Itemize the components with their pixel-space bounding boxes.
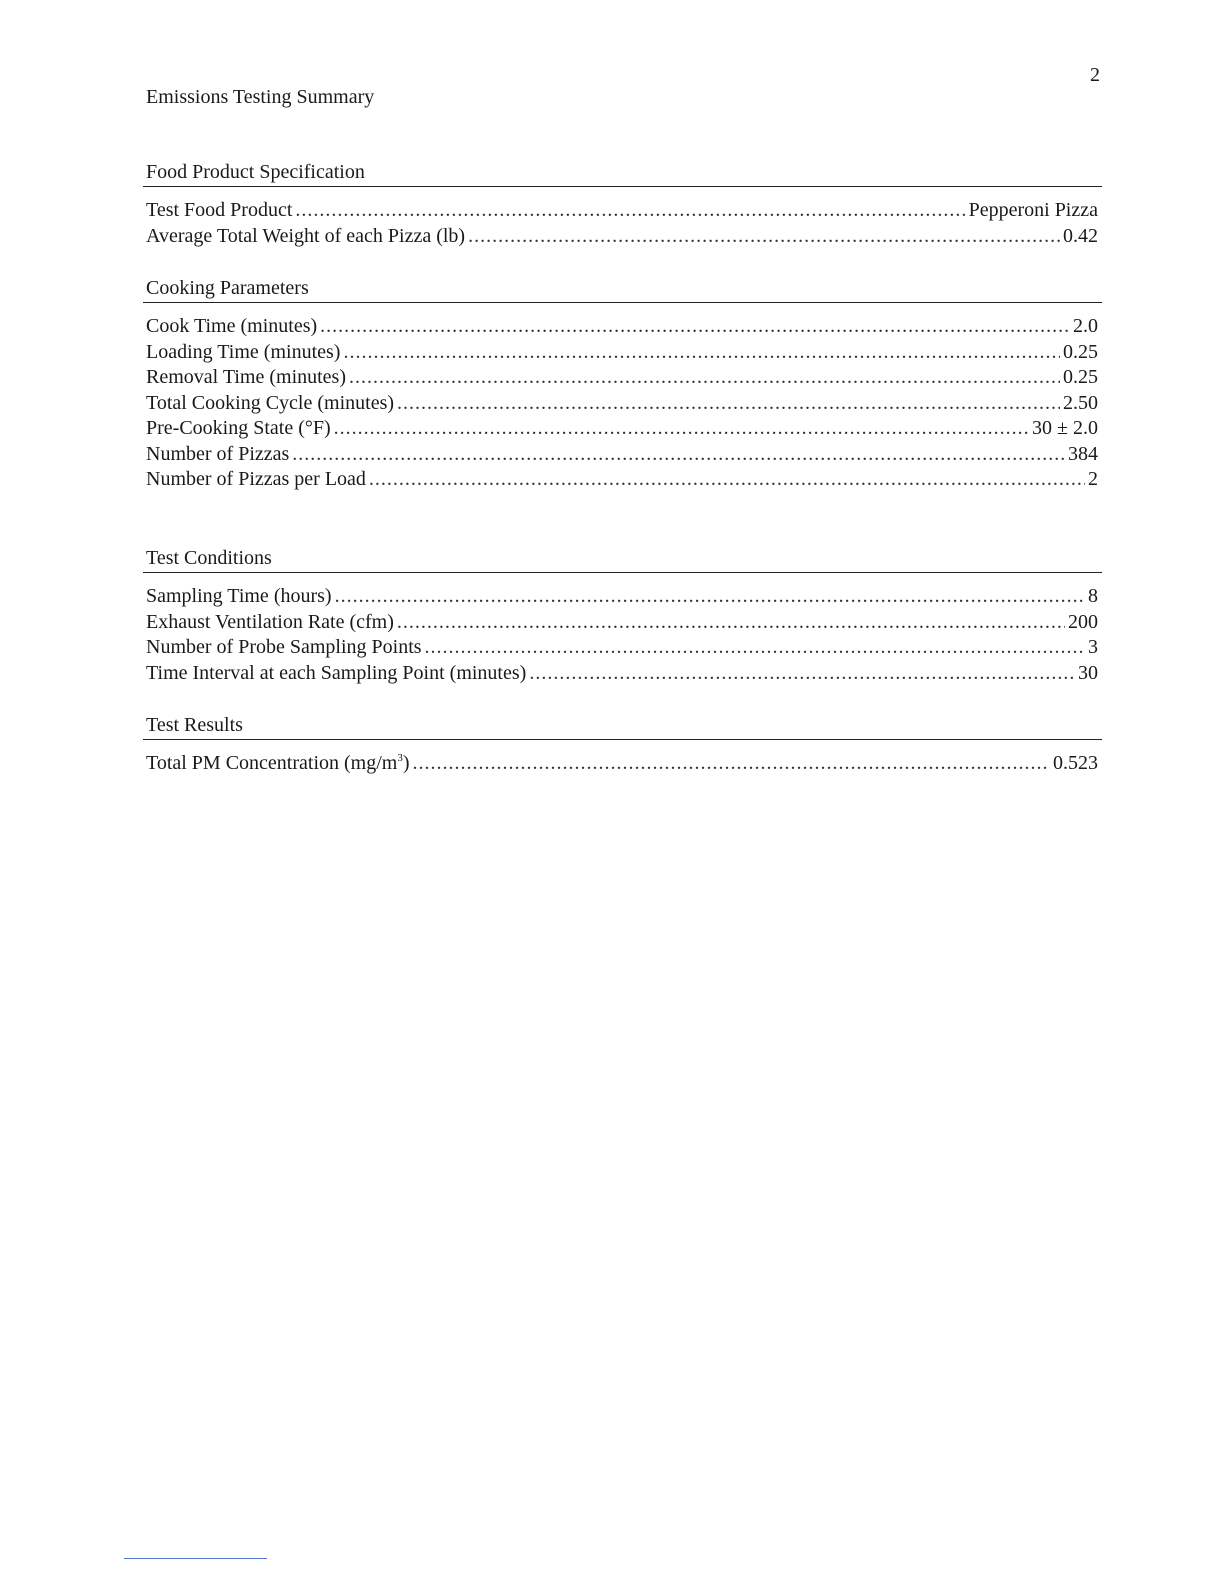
row-label: Average Total Weight of each Pizza (lb) xyxy=(146,224,466,247)
section-test-results xyxy=(143,713,1102,777)
row-value: 0.42 xyxy=(1063,224,1098,247)
row-label: Loading Time (minutes) xyxy=(146,340,341,363)
row-label: Cook Time (minutes) xyxy=(146,315,318,337)
row-label: Pre-Cooking State (°F) xyxy=(146,417,331,439)
row-label-suffix: ) xyxy=(402,752,410,774)
spec-row xyxy=(146,751,1098,777)
row-value: 30 ± 2.0 xyxy=(1032,417,1098,439)
spec-row xyxy=(146,198,1098,224)
spec-row xyxy=(146,416,1098,442)
row-label: Number of Probe Sampling Points xyxy=(146,636,422,658)
row-value: 2 xyxy=(1088,468,1098,490)
section-food-product-specification xyxy=(143,160,1102,249)
row-label-superscript: 3 xyxy=(397,752,403,764)
dot-leader xyxy=(413,751,1050,777)
row-value: 30 xyxy=(1078,661,1098,684)
row-value: 0.523 xyxy=(1053,752,1098,774)
row-label: Sampling Time (hours) xyxy=(146,585,332,607)
dot-leader xyxy=(397,610,1065,636)
row-label: Number of Pizzas per Load xyxy=(146,468,366,490)
section-heading: Food Product Specification xyxy=(143,160,1102,187)
row-label: Number of Pizzas xyxy=(146,442,290,465)
dot-leader xyxy=(295,198,965,224)
row-label: Time Interval at each Sampling Point (minutes) xyxy=(146,661,527,684)
row-label: Total Cooking Cycle (minutes) xyxy=(146,391,395,414)
dot-leader xyxy=(349,365,1060,391)
row-label xyxy=(146,751,410,777)
dot-leader xyxy=(397,391,1060,417)
dot-leader xyxy=(425,635,1085,661)
spec-row xyxy=(146,224,1098,250)
dot-leader xyxy=(335,584,1085,610)
spec-row xyxy=(146,584,1098,610)
document-title: Emissions Testing Summary xyxy=(146,86,375,108)
row-value: 2.0 xyxy=(1073,315,1098,337)
page-number: 2 xyxy=(1090,64,1100,86)
row-value: 200 xyxy=(1068,610,1098,633)
dot-leader xyxy=(468,224,1060,250)
dot-leader xyxy=(292,442,1065,468)
dot-leader xyxy=(343,340,1060,366)
dot-leader xyxy=(320,314,1070,340)
section-heading: Cooking Parameters xyxy=(143,276,1102,303)
spec-row xyxy=(146,661,1098,687)
section-test-conditions xyxy=(143,546,1102,686)
row-value: 8 xyxy=(1088,585,1098,607)
row-label: Exhaust Ventilation Rate (cfm) xyxy=(146,610,394,633)
row-value: 2.50 xyxy=(1063,391,1098,414)
row-value: 0.25 xyxy=(1063,340,1098,363)
row-label: Test Food Product xyxy=(146,199,293,221)
spec-row xyxy=(146,442,1098,468)
section-rows xyxy=(143,751,1102,777)
row-label-prefix: Total PM Concentration (mg/m xyxy=(146,752,398,774)
dot-leader xyxy=(334,416,1029,442)
section-cooking-parameters xyxy=(143,276,1102,493)
section-heading: Test Results xyxy=(143,713,1102,740)
spec-row xyxy=(146,340,1098,366)
row-value: Pepperoni Pizza xyxy=(968,199,1098,221)
dot-leader xyxy=(369,467,1085,493)
row-label: Removal Time (minutes) xyxy=(146,366,346,388)
row-value: 0.25 xyxy=(1063,366,1098,388)
spec-row xyxy=(146,610,1098,636)
row-value: 384 xyxy=(1068,442,1098,465)
section-rows xyxy=(143,198,1102,249)
footnote-separator xyxy=(124,1558,267,1559)
row-value: 3 xyxy=(1088,636,1098,658)
section-rows xyxy=(143,314,1102,493)
spec-row xyxy=(146,391,1098,417)
spec-row xyxy=(146,467,1098,493)
spec-row xyxy=(146,314,1098,340)
spec-row xyxy=(146,365,1098,391)
section-rows xyxy=(143,584,1102,686)
section-heading: Test Conditions xyxy=(143,546,1102,573)
spec-row xyxy=(146,635,1098,661)
dot-leader xyxy=(529,661,1075,687)
